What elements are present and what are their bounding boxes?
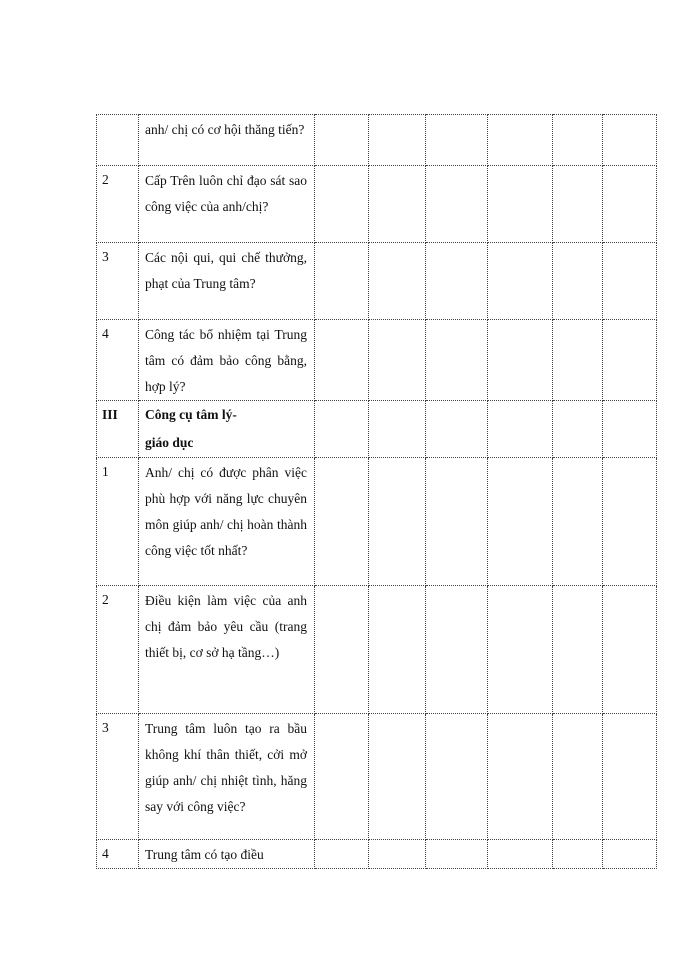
answer-cell[interactable] xyxy=(603,458,657,586)
answer-cell[interactable] xyxy=(315,840,369,869)
answer-cell[interactable] xyxy=(488,243,553,320)
answer-cell[interactable] xyxy=(488,401,553,458)
table-row xyxy=(97,401,657,458)
table-row xyxy=(97,840,657,869)
answer-cell[interactable] xyxy=(426,115,488,166)
answer-cell[interactable] xyxy=(426,320,488,401)
answer-cell[interactable] xyxy=(369,840,426,869)
answer-cell[interactable] xyxy=(488,320,553,401)
answer-cell[interactable] xyxy=(603,115,657,166)
answer-cell[interactable] xyxy=(426,586,488,714)
answer-cell[interactable] xyxy=(553,714,603,840)
question-text-cell: Các nội qui, qui chế thưởng, phạt của Trung tâm? xyxy=(139,243,315,320)
answer-cell[interactable] xyxy=(603,586,657,714)
row-number-cell: 2 xyxy=(97,586,139,714)
answer-cell[interactable] xyxy=(488,458,553,586)
table-row xyxy=(97,115,657,166)
table-body xyxy=(97,115,657,869)
answer-cell[interactable] xyxy=(603,166,657,243)
answer-cell[interactable] xyxy=(315,401,369,458)
answer-cell[interactable] xyxy=(553,840,603,869)
answer-cell[interactable] xyxy=(553,166,603,243)
answer-cell[interactable] xyxy=(488,586,553,714)
answer-cell[interactable] xyxy=(315,115,369,166)
answer-cell[interactable] xyxy=(553,458,603,586)
table-row xyxy=(97,714,657,840)
answer-cell[interactable] xyxy=(315,243,369,320)
answer-cell[interactable] xyxy=(603,840,657,869)
answer-cell[interactable] xyxy=(369,166,426,243)
answer-cell[interactable] xyxy=(315,458,369,586)
table-row xyxy=(97,166,657,243)
answer-cell[interactable] xyxy=(603,714,657,840)
table-row xyxy=(97,458,657,586)
answer-cell[interactable] xyxy=(315,714,369,840)
table-row xyxy=(97,320,657,401)
question-text-cell: Công tác bổ nhiệm tại Trung tâm có đảm bảo công bằng, hợp lý? xyxy=(139,320,315,401)
question-text-cell: Trung tâm có tạo điều xyxy=(139,840,315,869)
answer-cell[interactable] xyxy=(315,166,369,243)
question-text-cell: Công cụ tâm lý- giáo dục xyxy=(139,401,315,458)
table-row xyxy=(97,586,657,714)
answer-cell[interactable] xyxy=(603,401,657,458)
answer-cell[interactable] xyxy=(369,401,426,458)
answer-cell[interactable] xyxy=(553,586,603,714)
answer-cell[interactable] xyxy=(426,714,488,840)
answer-cell[interactable] xyxy=(488,166,553,243)
answer-cell[interactable] xyxy=(426,840,488,869)
answer-cell[interactable] xyxy=(553,320,603,401)
survey-table xyxy=(96,114,657,869)
row-number-cell xyxy=(97,115,139,166)
row-number-cell: 1 xyxy=(97,458,139,586)
row-number-cell: 2 xyxy=(97,166,139,243)
row-number-cell: III xyxy=(97,401,139,458)
table-row xyxy=(97,243,657,320)
question-text-cell: Điều kiện làm việc của anh chị đảm bảo yêu cầu (trang thiết bị, cơ sở hạ tầng…) xyxy=(139,586,315,714)
answer-cell[interactable] xyxy=(426,458,488,586)
row-number-cell: 4 xyxy=(97,320,139,401)
row-number-cell: 4 xyxy=(97,840,139,869)
answer-cell[interactable] xyxy=(369,243,426,320)
question-text-cell: Cấp Trên luôn chỉ đạo sát sao công việc của anh/chị? xyxy=(139,166,315,243)
answer-cell[interactable] xyxy=(553,401,603,458)
answer-cell[interactable] xyxy=(369,320,426,401)
answer-cell[interactable] xyxy=(426,243,488,320)
answer-cell[interactable] xyxy=(553,243,603,320)
row-number-cell: 3 xyxy=(97,714,139,840)
answer-cell[interactable] xyxy=(369,458,426,586)
answer-cell[interactable] xyxy=(315,586,369,714)
answer-cell[interactable] xyxy=(553,115,603,166)
answer-cell[interactable] xyxy=(315,320,369,401)
answer-cell[interactable] xyxy=(369,714,426,840)
question-text-cell: anh/ chị có cơ hội thăng tiến? xyxy=(139,115,315,166)
answer-cell[interactable] xyxy=(603,320,657,401)
answer-cell[interactable] xyxy=(603,243,657,320)
answer-cell[interactable] xyxy=(369,586,426,714)
answer-cell[interactable] xyxy=(488,115,553,166)
row-number-cell: 3 xyxy=(97,243,139,320)
answer-cell[interactable] xyxy=(488,840,553,869)
answer-cell[interactable] xyxy=(369,115,426,166)
answer-cell[interactable] xyxy=(426,166,488,243)
answer-cell[interactable] xyxy=(426,401,488,458)
question-text-cell: Trung tâm luôn tạo ra bầu không khí thân thiết, cởi mở giúp anh/ chị nhiệt tình, hăng say với công việc? xyxy=(139,714,315,840)
question-text-cell: Anh/ chị có được phân việc phù hợp với năng lực chuyên môn giúp anh/ chị hoàn thành công việc tốt nhất? xyxy=(139,458,315,586)
answer-cell[interactable] xyxy=(488,714,553,840)
